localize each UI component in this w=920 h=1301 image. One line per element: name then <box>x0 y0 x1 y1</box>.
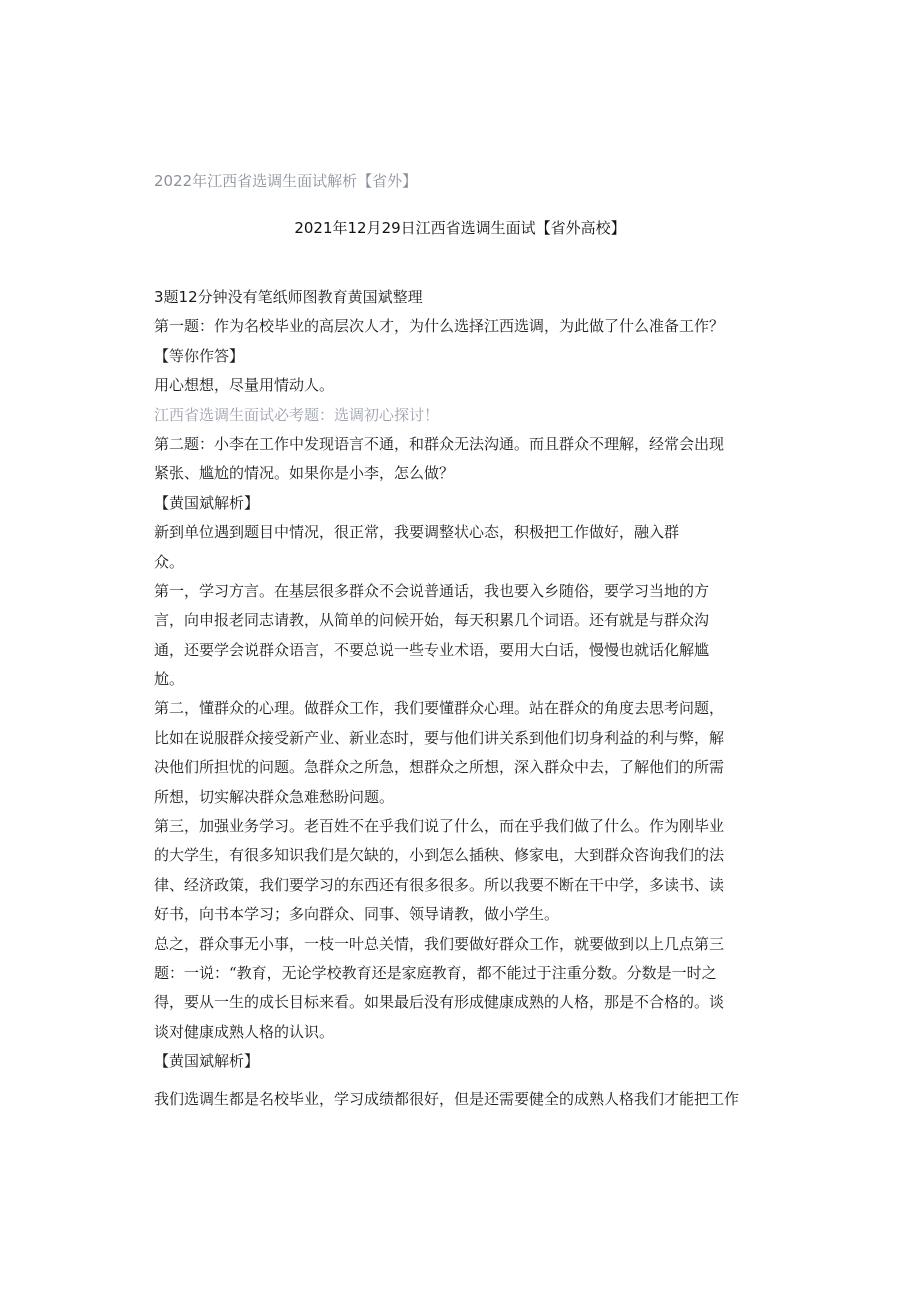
paragraph-line: 紧张、尴尬的情况。如果你是小李，怎么做？ <box>154 464 455 483</box>
section-heading: 【黄国斌解析】 <box>154 1052 260 1071</box>
paragraph-line: 通，还要学会说群众语言，不要总说一些专业术语，要用大白话，慢慢也就话化解尴 <box>154 640 710 659</box>
paragraph-line: 我们选调生都是名校毕业，学习成绩都很好，但是还需要健全的成熟人格我们才能把工作 <box>154 1089 740 1108</box>
section-heading: 【等你作答】 <box>154 346 245 365</box>
paragraph-line: 尬。 <box>154 670 185 689</box>
paragraph-line: 所想，切实解决群众急难愁盼问题。 <box>154 787 395 806</box>
document-subtitle: 2021年12月29日江西省选调生面试【省外高校】 <box>294 219 626 237</box>
paragraph-line: 比如在说服群众接受新产业、新业态时，要与他们讲关系到他们切身利益的利与弊，解 <box>154 728 725 747</box>
paragraph-line: 总之，群众事无小事，一枝一叶总关情，我们要做好群众工作，就要做到以上几点第三 <box>154 934 725 953</box>
paragraph-line: 言，向申报老同志请教，从简单的问候开始，每天积累几个词语。还有就是与群众沟 <box>154 611 710 630</box>
paragraph-line: 第一，学习方言。在基层很多群众不会说普通话，我也要入乡随俗，要学习当地的方 <box>154 581 710 600</box>
question-1: 第一题：作为名校毕业的高层次人才，为什么选择江西选调，为此做了什么准备工作？ <box>154 317 725 336</box>
paragraph-line: 第二，懂群众的心理。做群众工作，我们要懂群众心理。站在群众的角度去思考问题， <box>154 699 725 718</box>
paragraph-line: 得，要从一生的成长目标来看。如果最后没有形成健康成熟的人格，那是不合格的。谈 <box>154 993 725 1012</box>
section-heading: 【黄国斌解析】 <box>154 493 260 512</box>
paragraph-line: 第三，加强业务学习。老百姓不在乎我们说了什么，而在乎我们做了什么。作为刚毕业 <box>154 817 725 836</box>
paragraph-line: 新到单位遇到题目中情况，很正常，我要调整状心态，积极把工作做好，融入群 <box>154 523 680 542</box>
document-body <box>154 283 766 1114</box>
paragraph-line: 的大学生，有很多知识我们是欠缺的，小到怎么插秧、修家电，大到群众咨询我们的法 <box>154 846 725 865</box>
paragraph-line: 好书，向书本学习；多向群众、同事、领导请教，做小学生。 <box>154 905 560 924</box>
question-3: 题：一说：“教育，无论学校教育还是家庭教育，都不能过于注重分数。分数是一时之 <box>154 963 717 982</box>
question-2: 第二题：小李在工作中发现语言不通，和群众无法沟通。而且群众不理解，经常会出现 <box>154 434 725 453</box>
paragraph-line: 谈对健康成熟人格的认识。 <box>154 1022 335 1041</box>
related-article-link[interactable]: 江西省选调生面试必考题：选调初心探讨！ <box>154 405 440 424</box>
intro-line: 3题12分钟没有笔纸师图教育黄国斌整理 <box>154 288 423 306</box>
document-title[interactable]: 2022年江西省选调生面试解析【省外】 <box>154 172 418 190</box>
paragraph-line: 决他们所担忧的问题。急群众之所急，想群众之所想，深入群众中去，了解他们的所需 <box>154 758 725 777</box>
paragraph-line: 众。 <box>154 552 185 571</box>
paragraph-line: 律、经济政策，我们要学习的东西还有很多很多。所以我要不断在干中学，多读书、读 <box>154 875 725 894</box>
paragraph-line: 用心想想，尽量用情动人。 <box>154 376 335 395</box>
